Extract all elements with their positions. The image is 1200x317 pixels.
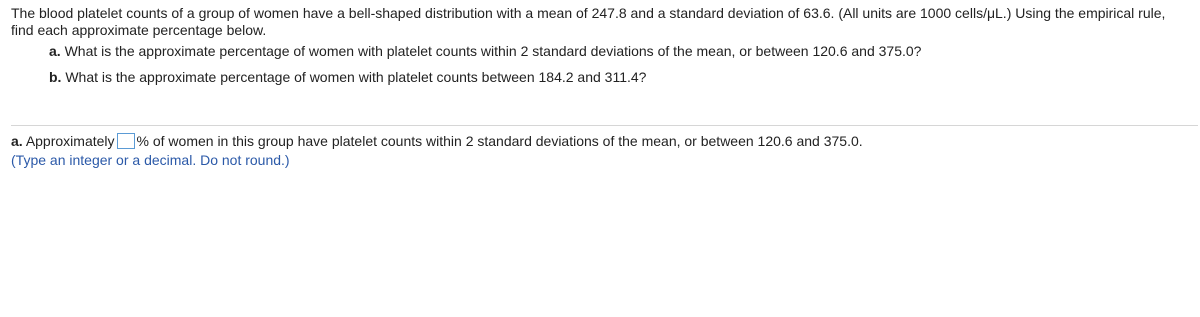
answer-line — [11, 132, 1191, 150]
question-intro: The blood platelet counts of a group of women have a bell-shaped distribution with a mean of 247.8 and a standard deviation of 63.6. (All units are 1000 cells/μL.) Using the empirical rule, find each approximate percentage below. — [11, 5, 1166, 38]
part-b-label: b. — [49, 69, 62, 85]
question-part-a — [49, 43, 1191, 60]
answer-prefix: Approximately — [25, 133, 115, 149]
part-b-text: What is the approximate percentage of women with platelet counts between 184.2 and 311.4? — [65, 69, 647, 85]
answer-label: a. — [11, 133, 23, 149]
question-panel — [11, 5, 1191, 86]
answer-hint: (Type an integer or a decimal. Do not round.) — [11, 152, 290, 168]
part-a-text: What is the approximate percentage of women with platelet counts within 2 standard deviations of the mean, or between 120.6 and 375.0? — [64, 43, 922, 59]
answer-suffix: % of women in this group have platelet counts within 2 standard deviations of the mean, or between 120.6 and 375.0. — [136, 133, 863, 149]
part-a-label: a. — [49, 43, 61, 59]
percentage-answer-input[interactable] — [117, 133, 135, 149]
answer-panel — [11, 132, 1191, 169]
question-part-b — [49, 69, 1191, 86]
section-divider — [11, 125, 1198, 126]
